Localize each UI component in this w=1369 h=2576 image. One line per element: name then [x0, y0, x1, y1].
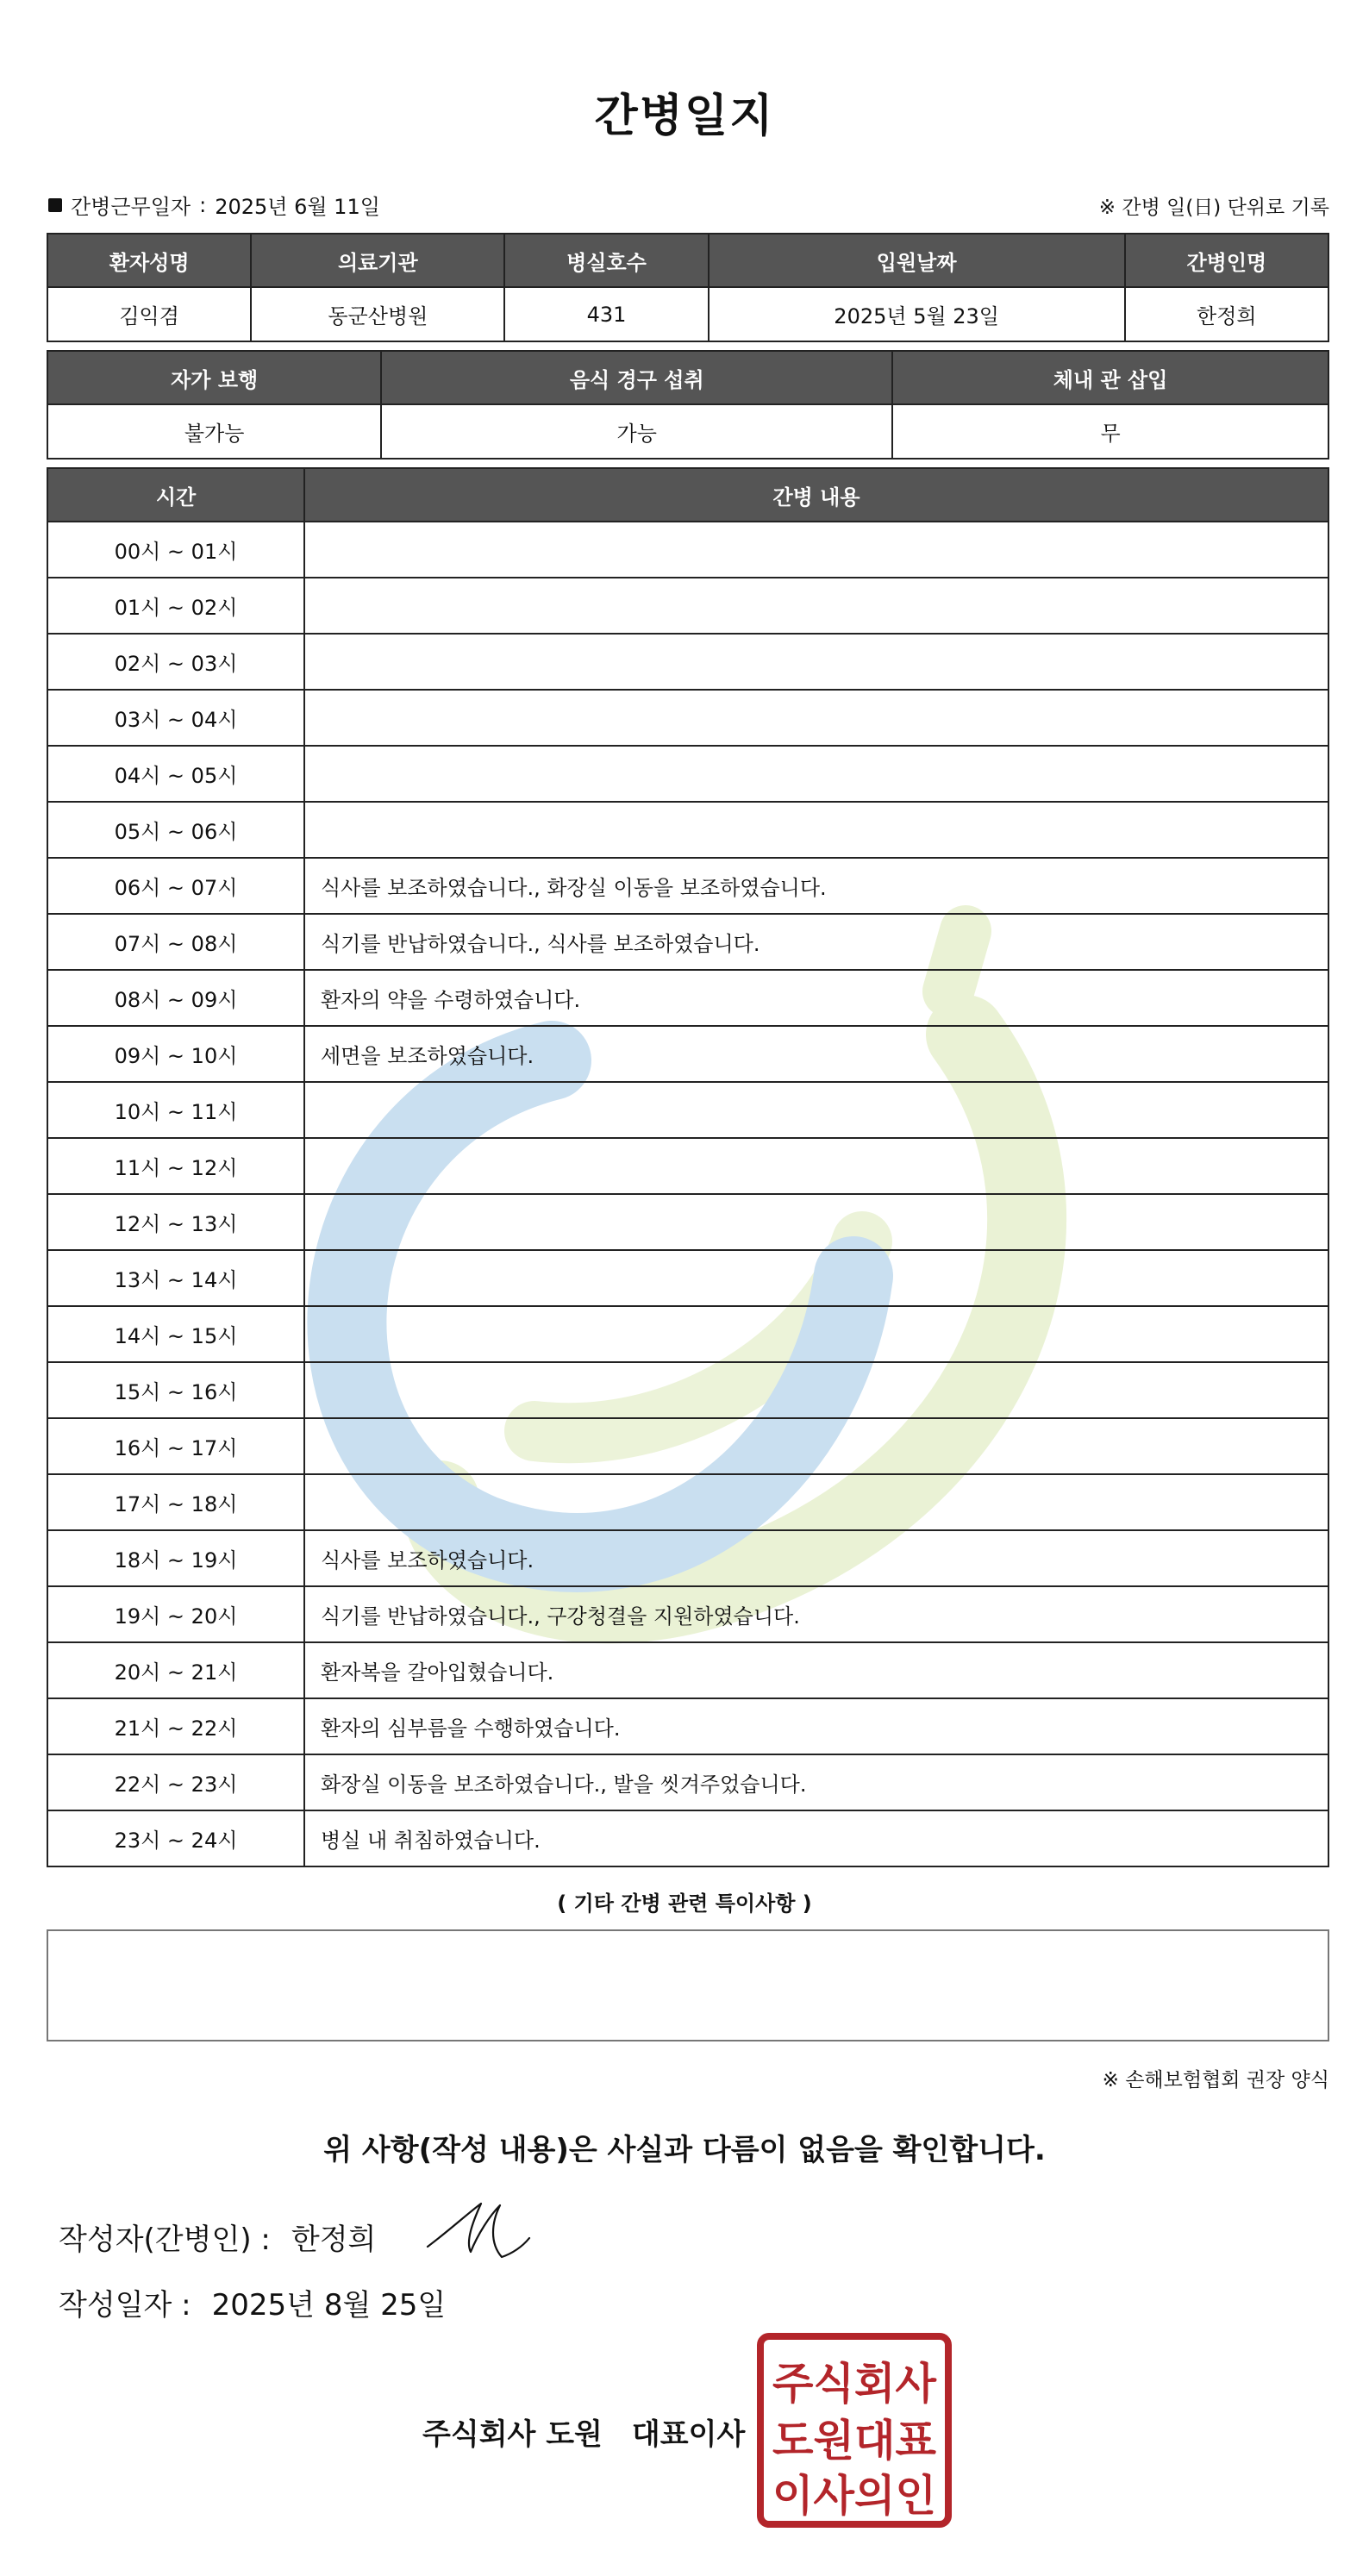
table-row	[47, 1530, 1328, 1586]
log-content	[304, 1306, 1328, 1362]
header-walking: 자가 보행	[47, 351, 381, 404]
log-content	[304, 634, 1328, 690]
log-content: 세면을 보조하였습니다.	[304, 1026, 1328, 1082]
table-row	[47, 1754, 1328, 1810]
table-row	[47, 1474, 1328, 1530]
table-row	[47, 578, 1328, 634]
header-care-content: 간병 내용	[304, 468, 1328, 522]
writer-label: 작성자(간병인) :	[59, 2223, 271, 2257]
log-content	[304, 1194, 1328, 1250]
table-row	[47, 1362, 1328, 1418]
log-content: 병실 내 취침하였습니다.	[304, 1810, 1328, 1866]
svg-text:이사의인: 이사의인	[772, 2471, 936, 2521]
writer-name: 한정희	[291, 2223, 377, 2257]
svg-text:도원대표: 도원대표	[772, 2416, 937, 2466]
log-content	[304, 1250, 1328, 1306]
bullet-square-icon	[48, 198, 62, 212]
confirmation-statement: 위 사항(작성 내용)은 사실과 다름이 없음을 확인합니다.	[323, 2133, 1046, 2167]
header-oral-intake: 음식 경구 섭취	[381, 351, 892, 404]
table-row	[47, 522, 1328, 578]
table-row	[47, 1810, 1328, 1866]
log-content: 식기를 반납하였습니다., 구강청결을 지원하였습니다.	[304, 1586, 1328, 1642]
log-content	[304, 802, 1328, 858]
log-time: 10시 ~ 11시	[47, 1082, 304, 1138]
caregiver-name: 한정희	[1125, 287, 1328, 341]
log-content: 식사를 보조하였습니다.	[304, 1530, 1328, 1586]
table-row	[47, 1586, 1328, 1642]
document-title: 간병일지	[594, 91, 775, 142]
log-time: 02시 ~ 03시	[47, 634, 304, 690]
room-number: 431	[504, 287, 708, 341]
svg-text:주식회사: 주식회사	[772, 2359, 937, 2409]
table-row	[47, 746, 1328, 802]
log-time: 22시 ~ 23시	[47, 1754, 304, 1810]
log-content: 환자의 약을 수령하였습니다.	[304, 970, 1328, 1026]
form-note: ※ 손해보험협회 권장 양식	[1102, 2069, 1329, 2091]
patient-info-table	[47, 233, 1329, 342]
work-date-label: 간병근무일자	[71, 195, 191, 219]
log-time: 21시 ~ 22시	[47, 1698, 304, 1754]
company-seal	[757, 2333, 952, 2528]
handwritten-signature	[422, 2197, 534, 2266]
log-time: 08시 ~ 09시	[47, 970, 304, 1026]
oral-intake-value: 가능	[381, 404, 892, 459]
walking-value: 불가능	[47, 404, 381, 459]
log-content	[304, 690, 1328, 746]
table-row	[47, 1138, 1328, 1194]
table-row	[47, 1026, 1328, 1082]
log-content: 환자복을 갈아입혔습니다.	[304, 1642, 1328, 1698]
notes-title: ( 기타 간병 관련 특이사항 )	[557, 1891, 812, 1916]
company-name: 주식회사 도원	[422, 2417, 603, 2452]
work-date	[48, 190, 380, 220]
log-time: 17시 ~ 18시	[47, 1474, 304, 1530]
log-time: 01시 ~ 02시	[47, 578, 304, 634]
log-time: 18시 ~ 19시	[47, 1530, 304, 1586]
log-time: 23시 ~ 24시	[47, 1810, 304, 1866]
log-content: 환자의 심부름을 수행하였습니다.	[304, 1698, 1328, 1754]
write-date-value: 2025년 8월 25일	[211, 2288, 447, 2323]
hospital-name: 동군산병원	[251, 287, 504, 341]
table-row	[47, 1306, 1328, 1362]
log-time: 16시 ~ 17시	[47, 1418, 304, 1474]
log-content: 식기를 반납하였습니다., 식사를 보조하였습니다.	[304, 914, 1328, 970]
work-date-separator: :	[199, 192, 207, 217]
header-hospital: 의료기관	[251, 234, 504, 287]
log-content: 화장실 이동을 보조하였습니다., 발을 씻겨주었습니다.	[304, 1754, 1328, 1810]
tube-insertion-value: 무	[892, 404, 1328, 459]
log-time: 07시 ~ 08시	[47, 914, 304, 970]
log-time: 06시 ~ 07시	[47, 858, 304, 914]
table-row	[47, 1642, 1328, 1698]
company-title: 대표이사	[631, 2417, 746, 2452]
header-room: 병실호수	[504, 234, 708, 287]
log-time: 03시 ~ 04시	[47, 690, 304, 746]
log-time: 11시 ~ 12시	[47, 1138, 304, 1194]
writer-line	[59, 2216, 376, 2258]
log-time: 20시 ~ 21시	[47, 1642, 304, 1698]
log-content	[304, 1138, 1328, 1194]
care-log-table	[47, 467, 1329, 1867]
header-patient-name: 환자성명	[47, 234, 251, 287]
log-content	[304, 578, 1328, 634]
log-content	[304, 746, 1328, 802]
log-time: 13시 ~ 14시	[47, 1250, 304, 1306]
table-row	[47, 1418, 1328, 1474]
log-content	[304, 522, 1328, 578]
log-time: 19시 ~ 20시	[47, 1586, 304, 1642]
table-row	[47, 634, 1328, 690]
log-content: 식사를 보조하였습니다., 화장실 이동을 보조하였습니다.	[304, 858, 1328, 914]
table-row	[47, 970, 1328, 1026]
write-date-label: 작성일자 :	[59, 2288, 191, 2323]
log-time: 12시 ~ 13시	[47, 1194, 304, 1250]
header-tube-insertion: 체내 관 삽입	[892, 351, 1328, 404]
table-row	[47, 1250, 1328, 1306]
header-admission-date: 입원날짜	[709, 234, 1125, 287]
log-time: 09시 ~ 10시	[47, 1026, 304, 1082]
table-row	[47, 1082, 1328, 1138]
admission-date: 2025년 5월 23일	[709, 287, 1125, 341]
table-row	[47, 1194, 1328, 1250]
table-row	[47, 802, 1328, 858]
write-date-line	[59, 2281, 446, 2323]
log-time: 05시 ~ 06시	[47, 802, 304, 858]
header-time: 시간	[47, 468, 304, 522]
table-row	[47, 690, 1328, 746]
work-date-value: 2025년 6월 11일	[215, 195, 380, 219]
log-time: 15시 ~ 16시	[47, 1362, 304, 1418]
log-content	[304, 1474, 1328, 1530]
log-time: 00시 ~ 01시	[47, 522, 304, 578]
log-content	[304, 1362, 1328, 1418]
log-time: 14시 ~ 15시	[47, 1306, 304, 1362]
unit-note: ※ 간병 일(日) 단위로 기록	[1098, 197, 1329, 219]
table-row	[47, 858, 1328, 914]
patient-status-table	[47, 350, 1329, 460]
log-time: 04시 ~ 05시	[47, 746, 304, 802]
company-line	[422, 2410, 745, 2453]
log-content	[304, 1082, 1328, 1138]
table-row	[47, 914, 1328, 970]
notes-box	[47, 1929, 1329, 2041]
header-caregiver: 간병인명	[1125, 234, 1328, 287]
patient-name: 김익겸	[47, 287, 251, 341]
table-row	[47, 1698, 1328, 1754]
log-content	[304, 1418, 1328, 1474]
